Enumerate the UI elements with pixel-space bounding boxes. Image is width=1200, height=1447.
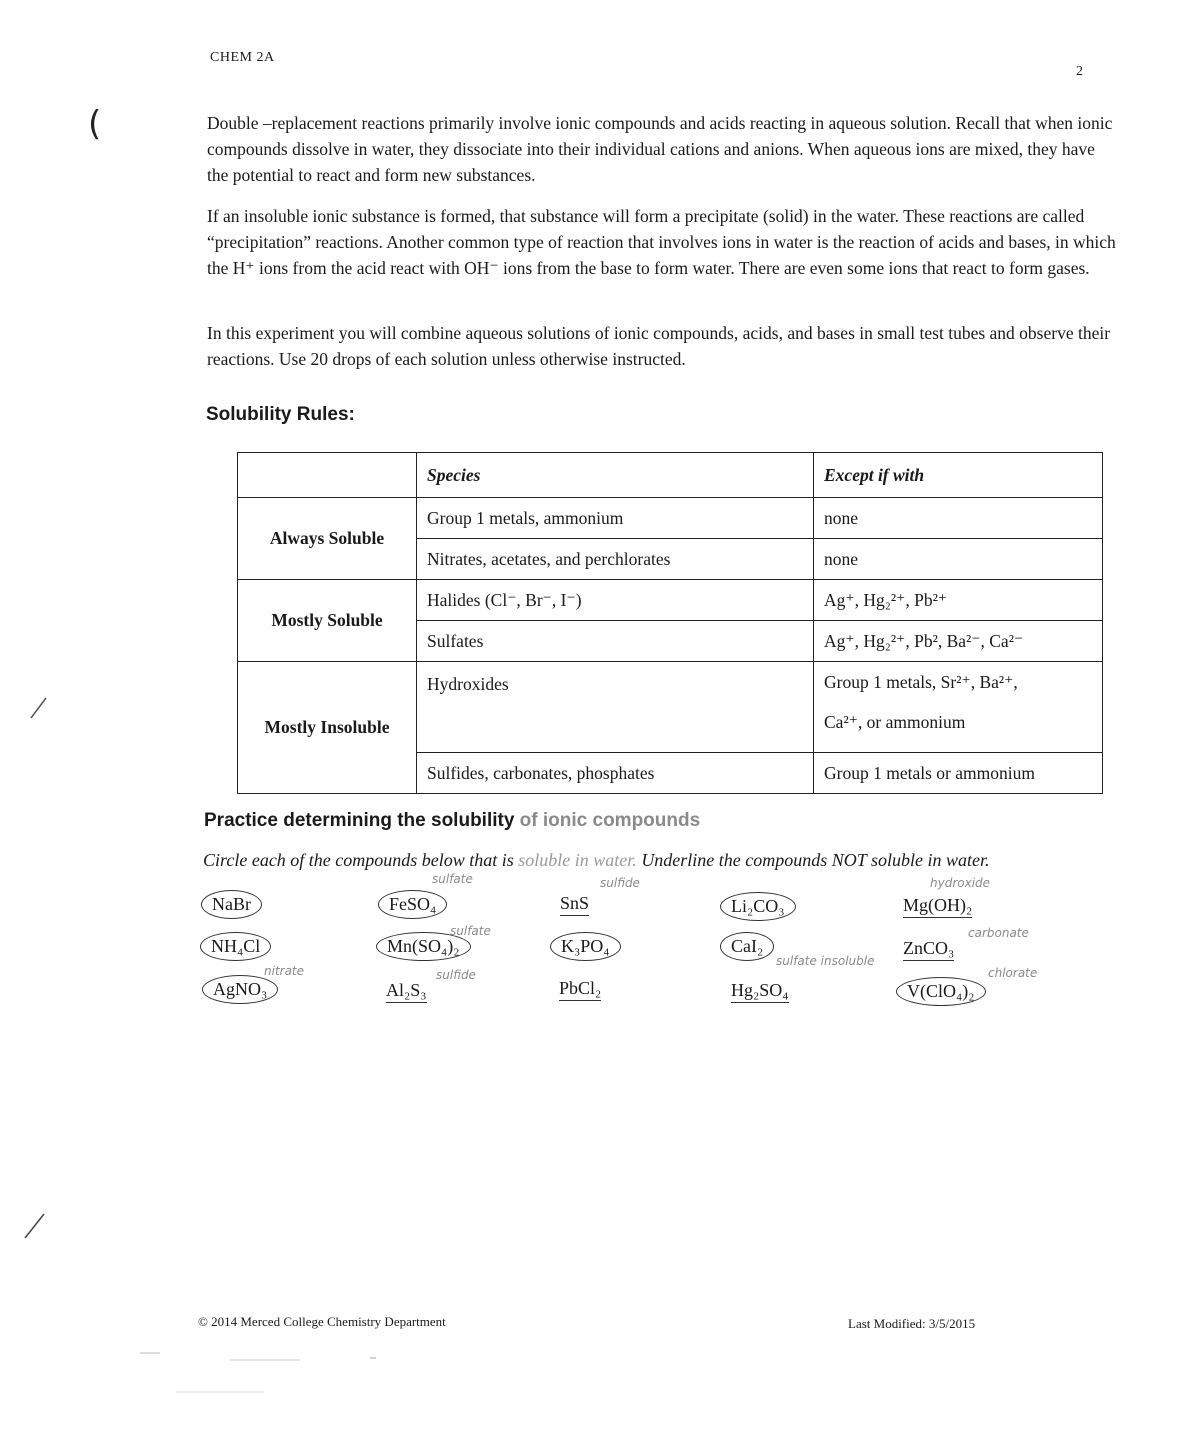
except-cell: Ag⁺, Hg₂²⁺, Pb², Ba²⁻, Ca²⁻	[814, 621, 1103, 662]
note-sulfate-insoluble: sulfate insoluble	[776, 954, 875, 968]
except-cell: Group 1 metals or ammonium	[814, 753, 1103, 794]
table-row	[238, 662, 1103, 753]
practice-heading	[204, 810, 700, 832]
species-cell: Sulfates	[417, 621, 814, 662]
compound-sns[interactable]: SnS	[560, 893, 589, 916]
note-carbonate: carbonate	[968, 926, 1029, 940]
species-cell: Nitrates, acetates, and perchlorates	[417, 539, 814, 580]
table-header-row	[238, 453, 1103, 498]
compound-hg2so4[interactable]: Hg₂SO₄	[731, 980, 789, 1003]
solubility-heading: Solubility Rules:	[206, 404, 355, 425]
except-cell: none	[814, 498, 1103, 539]
note-sulfide: sulfide	[600, 876, 640, 890]
scan-smudge-lines	[140, 1348, 400, 1398]
species-cell: Group 1 metals, ammonium	[417, 498, 814, 539]
footer-modified: Last Modified: 3/5/2015	[848, 1316, 976, 1331]
compound-znco3[interactable]: ZnCO₃	[903, 938, 954, 961]
except-line-1: Group 1 metals, Sr²⁺, Ba²⁺,	[824, 672, 1018, 692]
species-cell: Halides (Cl⁻, Br⁻, I⁻)	[417, 580, 814, 621]
compound-vclo42[interactable]: V(ClO₄)₂	[896, 977, 986, 1006]
compound-cai2[interactable]: CaI₂	[720, 932, 774, 961]
margin-slash-mark	[22, 1212, 46, 1240]
compound-pbcl2[interactable]: PbCl₂	[559, 978, 601, 1001]
group-header-cell	[238, 453, 417, 498]
solubility-table	[237, 452, 1103, 794]
intro-paragraph: Double –replacement reactions primarily involve ionic compounds and acids reacting in aqueous solution. Recall that when ionic compounds dissolve in water, they dissociate into their individual cations and anions. When aqueous ions are mixed, they have the potential to react and form new substances.	[207, 113, 1113, 185]
compound-mnso42[interactable]: Mn(SO₄)₂	[376, 932, 471, 961]
compound-li2co3[interactable]: Li₂CO₃	[720, 892, 796, 921]
species-cell: Sulfides, carbonates, phosphates	[417, 753, 814, 794]
course-code: CHEM 2A	[210, 50, 275, 65]
compound-mgoh2[interactable]: Mg(OH)₂	[903, 895, 972, 918]
instruction-faded: soluble in water.	[518, 850, 637, 870]
table-row	[238, 580, 1103, 621]
margin-slash-mark	[28, 696, 48, 720]
compound-agno3[interactable]: AgNO₃	[202, 975, 278, 1004]
practice-instruction	[203, 850, 989, 871]
except-cell: none	[814, 539, 1103, 580]
practice-heading-faded: of ionic compounds	[514, 810, 701, 831]
group-mostly-soluble: Mostly Soluble	[238, 580, 417, 662]
except-line-2: Ca²⁺, or ammonium	[824, 712, 966, 732]
note-sulfide-2: sulfide	[436, 968, 476, 982]
except-cell: Ag⁺, Hg₂²⁺, Pb²⁺	[814, 580, 1103, 621]
practice-heading-main: Practice determining the solubility	[204, 810, 515, 831]
table-row	[238, 498, 1103, 539]
precipitation-paragraph: If an insoluble ionic substance is formed, that substance will form a precipitate (solid) in the water. These reactions are called “precipitation” reactions. Another common type of reaction that involves ions in water is the reaction of acids and bases, in which the H⁺ ions from the acid react with OH⁻ ions from the base to form water. There are even some ions that react to form gases.	[207, 206, 1116, 278]
species-header: Species	[417, 453, 814, 498]
except-header: Except if with	[814, 453, 1103, 498]
except-cell	[814, 662, 1103, 753]
species-cell: Hydroxides	[417, 662, 814, 753]
note-nitrate: nitrate	[264, 964, 305, 978]
group-always-soluble: Always Soluble	[238, 498, 417, 580]
compound-nh4cl[interactable]: NH₄Cl	[200, 932, 271, 961]
compound-nabr[interactable]: NaBr	[201, 890, 262, 919]
compound-feso4[interactable]: FeSO₄	[378, 890, 447, 919]
instruction-main: Circle each of the compounds below that is	[203, 850, 519, 870]
compound-k3po4[interactable]: K₃PO₄	[550, 932, 621, 961]
note-sulfate: sulfate	[432, 872, 473, 886]
margin-bracket-mark: (	[88, 104, 102, 144]
footer-copyright: © 2014 Merced College Chemistry Department	[198, 1314, 446, 1329]
experiment-paragraph: In this experiment you will combine aqueous solutions of ionic compounds, acids, and bases in small test tubes and observe their reactions. Use 20 drops of each solution unless otherwise instructed.	[207, 323, 1111, 369]
note-sulfate-2: sulfate	[450, 924, 491, 938]
compound-al2s3[interactable]: Al₂S₃	[386, 980, 427, 1003]
note-hydroxide: hydroxide	[930, 876, 991, 890]
group-mostly-insoluble: Mostly Insoluble	[238, 662, 417, 794]
page-number: 2	[1076, 64, 1083, 79]
instruction-tail: Underline the compounds NOT soluble in water.	[636, 850, 990, 870]
note-chlorate: chlorate	[988, 966, 1038, 980]
